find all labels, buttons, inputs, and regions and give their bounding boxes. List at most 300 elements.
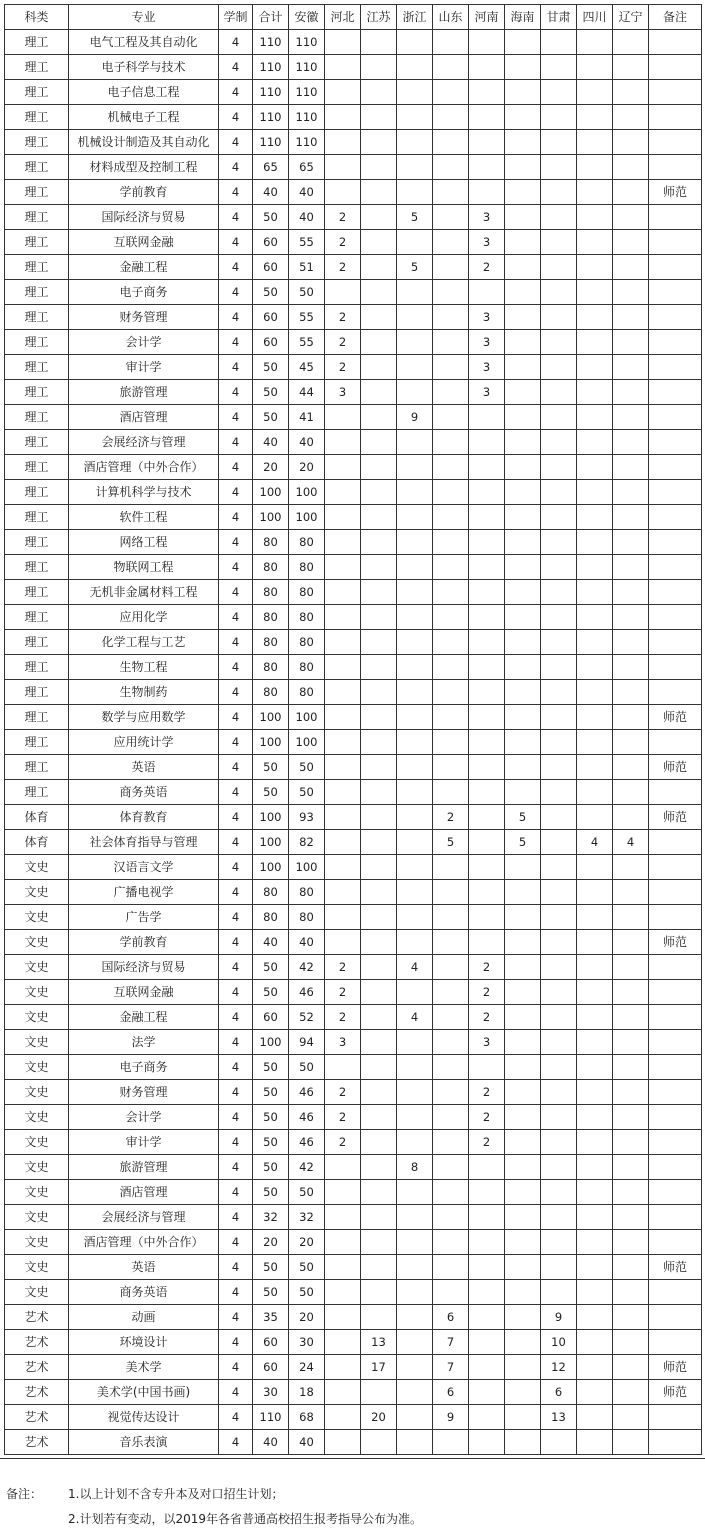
table-row xyxy=(5,955,702,980)
table-cell xyxy=(613,405,649,430)
table-cell: 审计学 xyxy=(69,355,219,380)
table-cell: 110 xyxy=(289,30,325,55)
table-cell: 会计学 xyxy=(69,1105,219,1130)
table-cell xyxy=(397,580,433,605)
table-cell xyxy=(433,130,469,155)
table-cell: 2 xyxy=(469,1005,505,1030)
table-cell xyxy=(361,130,397,155)
table-cell: 酒店管理 xyxy=(69,1180,219,1205)
table-cell xyxy=(433,1130,469,1155)
table-cell xyxy=(397,380,433,405)
table-cell xyxy=(397,655,433,680)
column-header: 备注 xyxy=(649,5,702,30)
table-cell: 文史 xyxy=(5,1080,69,1105)
table-cell: 4 xyxy=(219,1055,253,1080)
table-cell: 理工 xyxy=(5,255,69,280)
table-cell xyxy=(325,1355,361,1380)
table-cell xyxy=(541,1030,577,1055)
table-cell: 4 xyxy=(219,1130,253,1155)
table-cell xyxy=(397,680,433,705)
table-cell: 体育教育 xyxy=(69,805,219,830)
note-item: 2.计划若有变动，以2019年各省普通高校招生报考指导公布为准。 xyxy=(68,1512,422,1526)
table-cell xyxy=(541,1055,577,1080)
table-cell: 理工 xyxy=(5,330,69,355)
table-cell xyxy=(505,355,541,380)
table-cell: 国际经济与贸易 xyxy=(69,205,219,230)
table-cell xyxy=(505,1280,541,1305)
table-cell xyxy=(505,1105,541,1130)
table-cell xyxy=(613,1355,649,1380)
table-cell: 2 xyxy=(325,955,361,980)
table-cell xyxy=(469,1430,505,1455)
table-cell xyxy=(541,1080,577,1105)
table-cell xyxy=(541,55,577,80)
table-cell xyxy=(325,455,361,480)
table-cell xyxy=(613,655,649,680)
table-cell xyxy=(505,105,541,130)
table-cell xyxy=(541,1205,577,1230)
table-cell xyxy=(469,480,505,505)
table-cell: 4 xyxy=(219,305,253,330)
table-row xyxy=(5,505,702,530)
table-row xyxy=(5,230,702,255)
table-cell xyxy=(541,680,577,705)
table-cell xyxy=(397,330,433,355)
table-cell xyxy=(469,555,505,580)
table-cell: 理工 xyxy=(5,530,69,555)
column-header: 四川 xyxy=(577,5,613,30)
table-cell xyxy=(361,805,397,830)
table-cell xyxy=(613,480,649,505)
table-cell xyxy=(361,55,397,80)
table-cell xyxy=(397,1380,433,1405)
table-cell xyxy=(577,955,613,980)
table-row xyxy=(5,1005,702,1030)
table-cell xyxy=(541,330,577,355)
table-cell xyxy=(649,305,702,330)
table-cell xyxy=(325,905,361,930)
table-cell: 4 xyxy=(219,780,253,805)
table-cell xyxy=(325,655,361,680)
table-cell xyxy=(577,1330,613,1355)
table-cell: 会展经济与管理 xyxy=(69,430,219,455)
table-cell: 师范 xyxy=(649,1255,702,1280)
table-cell xyxy=(505,1180,541,1205)
table-cell xyxy=(433,555,469,580)
table-cell xyxy=(649,630,702,655)
table-row xyxy=(5,380,702,405)
table-cell xyxy=(505,1155,541,1180)
table-cell xyxy=(433,230,469,255)
table-cell: 4 xyxy=(219,1380,253,1405)
table-cell xyxy=(361,255,397,280)
table-cell: 60 xyxy=(253,1355,289,1380)
table-cell xyxy=(325,680,361,705)
table-cell xyxy=(541,1255,577,1280)
table-cell xyxy=(541,880,577,905)
table-cell xyxy=(325,605,361,630)
table-cell: 2 xyxy=(325,1080,361,1105)
column-header: 河北 xyxy=(325,5,361,30)
table-cell: 110 xyxy=(253,30,289,55)
table-cell: 50 xyxy=(253,1055,289,1080)
table-cell xyxy=(433,455,469,480)
table-cell xyxy=(577,455,613,480)
table-cell xyxy=(577,355,613,380)
column-header: 辽宁 xyxy=(613,5,649,30)
table-cell: 机械设计制造及其自动化 xyxy=(69,130,219,155)
table-header-row xyxy=(5,5,702,30)
table-cell xyxy=(577,180,613,205)
table-cell xyxy=(649,655,702,680)
table-cell xyxy=(541,355,577,380)
table-cell: 文史 xyxy=(5,930,69,955)
table-row xyxy=(5,1430,702,1455)
table-cell: 应用统计学 xyxy=(69,730,219,755)
table-cell: 4 xyxy=(219,880,253,905)
table-cell: 学前教育 xyxy=(69,180,219,205)
table-cell xyxy=(361,1130,397,1155)
table-cell xyxy=(613,930,649,955)
table-cell xyxy=(361,580,397,605)
table-cell: 32 xyxy=(289,1205,325,1230)
table-row xyxy=(5,180,702,205)
table-cell xyxy=(469,1155,505,1180)
table-cell xyxy=(397,1130,433,1155)
table-cell: 文史 xyxy=(5,905,69,930)
table-cell xyxy=(649,1305,702,1330)
table-cell: 80 xyxy=(289,530,325,555)
table-cell: 20 xyxy=(253,455,289,480)
table-row xyxy=(5,330,702,355)
table-cell xyxy=(541,655,577,680)
table-cell: 理工 xyxy=(5,280,69,305)
table-cell: 80 xyxy=(289,655,325,680)
table-cell xyxy=(541,1430,577,1455)
table-cell xyxy=(505,730,541,755)
table-cell xyxy=(505,930,541,955)
table-cell xyxy=(325,1230,361,1255)
table-cell xyxy=(361,1205,397,1230)
table-cell: 50 xyxy=(253,1130,289,1155)
table-cell xyxy=(361,455,397,480)
table-cell xyxy=(469,855,505,880)
table-cell: 8 xyxy=(397,1155,433,1180)
table-cell: 文史 xyxy=(5,1180,69,1205)
table-cell: 40 xyxy=(253,1430,289,1455)
table-cell xyxy=(361,1105,397,1130)
table-row xyxy=(5,30,702,55)
table-cell: 55 xyxy=(289,330,325,355)
table-cell: 2 xyxy=(469,980,505,1005)
table-cell xyxy=(613,55,649,80)
table-cell xyxy=(613,880,649,905)
table-cell xyxy=(541,255,577,280)
table-cell: 理工 xyxy=(5,205,69,230)
table-cell xyxy=(361,680,397,705)
table-cell xyxy=(613,205,649,230)
table-cell: 理工 xyxy=(5,130,69,155)
table-cell xyxy=(613,955,649,980)
table-cell: 理工 xyxy=(5,655,69,680)
table-cell xyxy=(541,980,577,1005)
table-cell xyxy=(469,705,505,730)
table-cell: 65 xyxy=(253,155,289,180)
table-cell: 4 xyxy=(219,505,253,530)
table-cell xyxy=(613,330,649,355)
table-cell xyxy=(325,130,361,155)
table-cell: 电子信息工程 xyxy=(69,80,219,105)
table-cell: 60 xyxy=(253,330,289,355)
table-row xyxy=(5,130,702,155)
table-cell xyxy=(361,480,397,505)
table-cell xyxy=(433,1080,469,1105)
table-cell: 理工 xyxy=(5,230,69,255)
table-cell: 机械电子工程 xyxy=(69,105,219,130)
table-cell xyxy=(433,280,469,305)
table-row xyxy=(5,430,702,455)
table-cell xyxy=(325,830,361,855)
table-cell: 40 xyxy=(289,930,325,955)
table-cell: 4 xyxy=(219,1030,253,1055)
table-cell: 文史 xyxy=(5,955,69,980)
table-cell: 4 xyxy=(397,955,433,980)
table-cell: 理工 xyxy=(5,580,69,605)
table-cell: 80 xyxy=(253,680,289,705)
table-cell xyxy=(433,880,469,905)
table-cell xyxy=(325,555,361,580)
table-cell: 酒店管理（中外合作） xyxy=(69,1230,219,1255)
table-cell xyxy=(325,1155,361,1180)
table-cell: 审计学 xyxy=(69,1130,219,1155)
table-cell xyxy=(433,605,469,630)
table-cell xyxy=(541,805,577,830)
table-cell xyxy=(361,230,397,255)
table-cell xyxy=(469,1280,505,1305)
table-cell xyxy=(541,580,577,605)
table-cell xyxy=(361,1080,397,1105)
table-cell xyxy=(577,1405,613,1430)
table-cell: 40 xyxy=(289,1430,325,1455)
table-cell xyxy=(649,1005,702,1030)
table-cell xyxy=(577,1155,613,1180)
table-cell xyxy=(397,1255,433,1280)
table-cell: 文史 xyxy=(5,1280,69,1305)
table-cell: 互联网金融 xyxy=(69,230,219,255)
table-cell: 4 xyxy=(219,205,253,230)
table-cell xyxy=(577,755,613,780)
table-cell: 文史 xyxy=(5,1055,69,1080)
table-cell xyxy=(361,280,397,305)
table-cell xyxy=(505,1430,541,1455)
table-cell xyxy=(325,155,361,180)
table-cell: 美术学 xyxy=(69,1355,219,1380)
table-cell xyxy=(505,1380,541,1405)
table-cell xyxy=(469,930,505,955)
table-cell xyxy=(649,680,702,705)
table-cell xyxy=(397,155,433,180)
table-cell: 100 xyxy=(253,855,289,880)
table-cell: 3 xyxy=(469,1030,505,1055)
table-cell xyxy=(541,705,577,730)
table-cell: 2 xyxy=(469,1130,505,1155)
table-cell xyxy=(613,130,649,155)
table-cell xyxy=(577,555,613,580)
table-cell: 50 xyxy=(253,1080,289,1105)
table-cell xyxy=(433,780,469,805)
table-cell: 44 xyxy=(289,380,325,405)
table-cell xyxy=(469,680,505,705)
table-cell: 英语 xyxy=(69,755,219,780)
table-row xyxy=(5,480,702,505)
table-cell: 4 xyxy=(219,1355,253,1380)
table-cell xyxy=(469,755,505,780)
table-cell xyxy=(577,1055,613,1080)
table-cell: 4 xyxy=(219,330,253,355)
table-cell: 32 xyxy=(253,1205,289,1230)
table-cell: 理工 xyxy=(5,730,69,755)
table-cell xyxy=(361,755,397,780)
table-cell xyxy=(613,1330,649,1355)
table-cell xyxy=(325,280,361,305)
table-cell xyxy=(649,405,702,430)
table-cell: 50 xyxy=(253,1105,289,1130)
table-cell xyxy=(541,630,577,655)
table-cell: 理工 xyxy=(5,430,69,455)
table-cell xyxy=(433,405,469,430)
note-item: 1.以上计划不含专升本及对口招生计划； xyxy=(68,1487,284,1501)
table-cell: 3 xyxy=(469,305,505,330)
table-cell: 理工 xyxy=(5,555,69,580)
table-cell xyxy=(469,730,505,755)
table-cell: 4 xyxy=(219,930,253,955)
table-cell xyxy=(361,705,397,730)
table-cell xyxy=(649,1030,702,1055)
table-cell: 80 xyxy=(253,530,289,555)
table-cell: 文史 xyxy=(5,1230,69,1255)
table-cell: 理工 xyxy=(5,55,69,80)
table-cell: 2 xyxy=(433,805,469,830)
table-cell xyxy=(325,580,361,605)
column-header: 江苏 xyxy=(361,5,397,30)
table-cell: 30 xyxy=(289,1330,325,1355)
table-cell xyxy=(505,1405,541,1430)
table-cell xyxy=(613,1380,649,1405)
table-cell xyxy=(433,855,469,880)
table-cell xyxy=(361,630,397,655)
table-cell xyxy=(433,1155,469,1180)
table-cell: 理工 xyxy=(5,680,69,705)
table-cell: 50 xyxy=(253,955,289,980)
table-cell xyxy=(577,1380,613,1405)
table-cell: 材料成型及控制工程 xyxy=(69,155,219,180)
table-cell xyxy=(649,1130,702,1155)
table-cell xyxy=(397,505,433,530)
table-cell xyxy=(577,530,613,555)
table-row xyxy=(5,1305,702,1330)
table-cell: 4 xyxy=(219,1080,253,1105)
table-cell: 4 xyxy=(219,1430,253,1455)
table-cell xyxy=(613,1205,649,1230)
table-row xyxy=(5,155,702,180)
table-cell xyxy=(397,705,433,730)
table-cell xyxy=(433,1055,469,1080)
table-cell xyxy=(397,1405,433,1430)
table-cell xyxy=(541,480,577,505)
table-row xyxy=(5,605,702,630)
table-cell xyxy=(613,805,649,830)
table-cell xyxy=(361,530,397,555)
table-cell xyxy=(469,1305,505,1330)
table-cell xyxy=(325,1405,361,1430)
table-cell: 80 xyxy=(289,680,325,705)
table-cell xyxy=(505,905,541,930)
table-cell: 40 xyxy=(289,430,325,455)
table-cell: 电子商务 xyxy=(69,280,219,305)
table-cell: 数学与应用数学 xyxy=(69,705,219,730)
table-cell: 60 xyxy=(253,305,289,330)
table-cell: 理工 xyxy=(5,705,69,730)
table-cell: 4 xyxy=(219,680,253,705)
table-cell xyxy=(325,880,361,905)
table-cell xyxy=(649,205,702,230)
table-cell xyxy=(361,1005,397,1030)
column-header: 浙江 xyxy=(397,5,433,30)
table-cell: 旅游管理 xyxy=(69,1155,219,1180)
table-cell: 6 xyxy=(433,1305,469,1330)
table-cell xyxy=(541,1230,577,1255)
table-cell xyxy=(649,480,702,505)
table-cell: 45 xyxy=(289,355,325,380)
table-cell xyxy=(325,180,361,205)
table-cell: 文史 xyxy=(5,880,69,905)
table-cell xyxy=(397,930,433,955)
table-cell: 40 xyxy=(253,430,289,455)
table-cell xyxy=(649,1080,702,1105)
table-row xyxy=(5,655,702,680)
table-cell xyxy=(361,855,397,880)
table-cell xyxy=(397,80,433,105)
table-cell xyxy=(541,505,577,530)
table-cell xyxy=(505,230,541,255)
table-cell xyxy=(577,780,613,805)
table-cell: 46 xyxy=(289,1130,325,1155)
table-cell xyxy=(577,855,613,880)
table-cell: 音乐表演 xyxy=(69,1430,219,1455)
table-cell xyxy=(505,30,541,55)
column-header: 合计 xyxy=(253,5,289,30)
table-cell: 理工 xyxy=(5,755,69,780)
column-header: 专业 xyxy=(69,5,219,30)
table-cell: 酒店管理 xyxy=(69,405,219,430)
table-cell xyxy=(505,430,541,455)
table-cell xyxy=(505,580,541,605)
table-cell: 网络工程 xyxy=(69,530,219,555)
table-cell: 12 xyxy=(541,1355,577,1380)
table-cell xyxy=(469,105,505,130)
table-cell xyxy=(397,605,433,630)
table-row xyxy=(5,105,702,130)
table-cell: 110 xyxy=(253,1405,289,1430)
table-cell xyxy=(469,455,505,480)
table-cell xyxy=(469,280,505,305)
table-cell xyxy=(325,805,361,830)
table-cell xyxy=(577,705,613,730)
table-cell: 50 xyxy=(289,780,325,805)
table-cell xyxy=(397,830,433,855)
table-cell: 金融工程 xyxy=(69,255,219,280)
table-cell xyxy=(397,1355,433,1380)
